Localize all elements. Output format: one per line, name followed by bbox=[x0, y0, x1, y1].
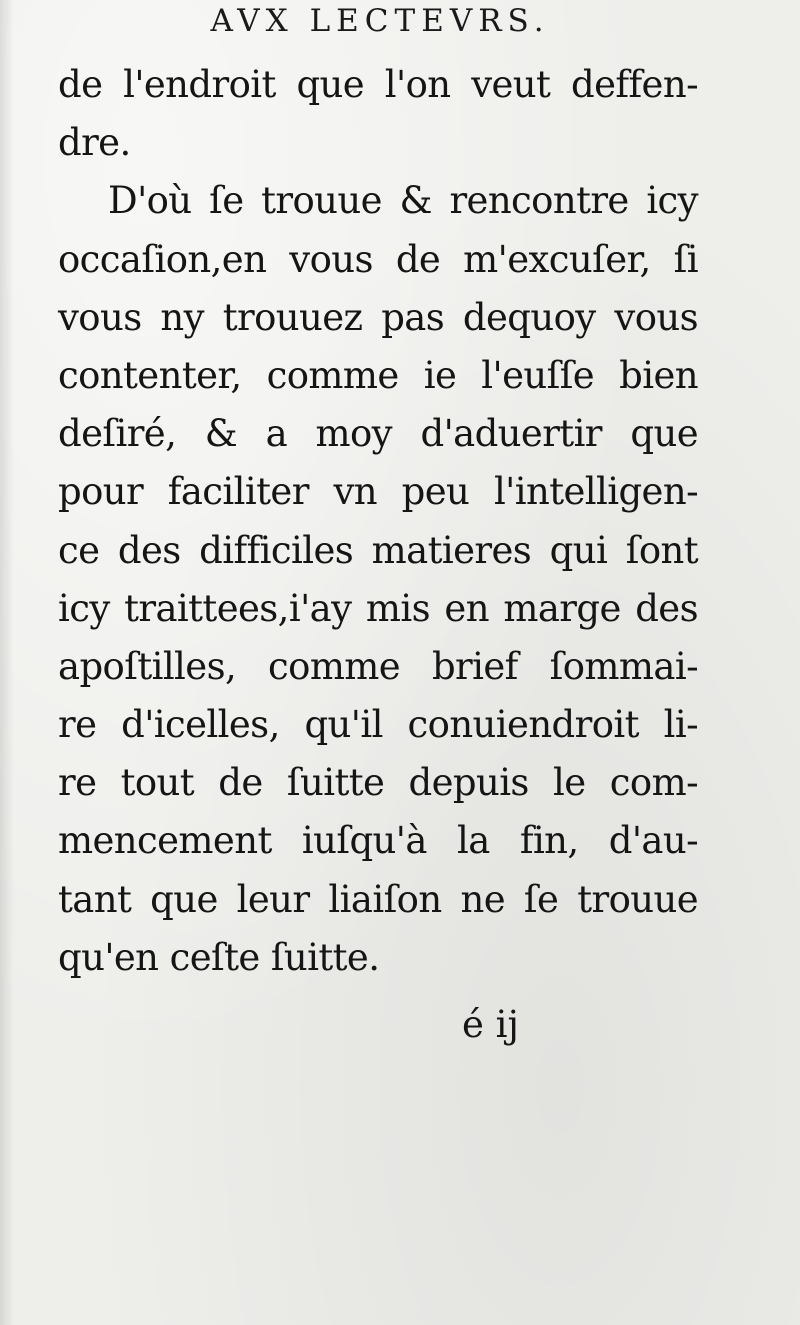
text-line: ce des difficiles matieres qui ſont bbox=[58, 528, 698, 572]
text-line: mencement iuſqu'à la fin, d'au- bbox=[58, 819, 698, 863]
running-head: AVX LECTEVRS. bbox=[210, 3, 550, 39]
text-line: tant que leur liaiſon ne ſe trouue bbox=[58, 877, 698, 921]
text-line: qu'en ceſte ſuitte. bbox=[58, 935, 380, 979]
text-line: D'où ſe trouue & rencontre icy bbox=[108, 179, 698, 223]
signature-mark: é ij bbox=[462, 1003, 519, 1046]
body-text bbox=[58, 56, 698, 987]
binding-shadow bbox=[0, 0, 14, 1325]
text-line: occaſion,en vous de m'excuſer, ſi bbox=[58, 237, 698, 281]
text-line: dre. bbox=[58, 121, 131, 165]
text-line: vous ny trouuez pas dequoy vous bbox=[58, 295, 698, 339]
text-line: de l'endroit que l'on veut deffen- bbox=[58, 63, 698, 106]
text-line: re d'icelles, qu'il conuiendroit li- bbox=[58, 703, 698, 747]
text-line: contenter, comme ie l'euſſe bien bbox=[58, 353, 698, 397]
text-line: deſiré, & a moy d'aduertir que bbox=[58, 412, 698, 456]
text-line: apoſtilles, comme brief ſommai- bbox=[58, 644, 698, 688]
text-line: re tout de ſuitte depuis le com- bbox=[58, 761, 698, 805]
text-line: icy traittees,i'ay mis en marge des bbox=[58, 586, 698, 630]
text-line: pour faciliter vn peu l'intelligen- bbox=[58, 470, 698, 514]
